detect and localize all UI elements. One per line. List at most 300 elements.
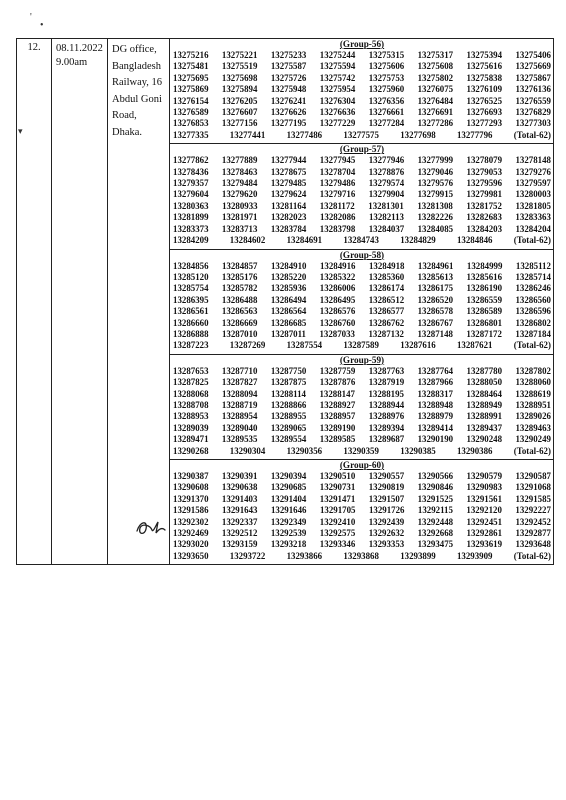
roll-number-row	[173, 318, 551, 329]
roll-number-list	[173, 471, 551, 562]
roll-number-row	[173, 189, 551, 200]
roll-number: 13287148	[417, 328, 453, 339]
roll-number-row	[173, 494, 551, 505]
roll-number: 13275948	[270, 84, 307, 95]
serial-cell	[17, 39, 52, 565]
roll-number: 13275394	[466, 50, 503, 60]
roll-number: 13286802	[515, 317, 551, 328]
roll-number: 13281752	[466, 200, 502, 211]
roll-number: 13287554	[286, 340, 323, 351]
roll-number: 13290391	[221, 471, 258, 481]
stray-mark-left: ▾	[18, 126, 23, 136]
roll-number: 13283784	[270, 223, 307, 234]
roll-number: 13279484	[221, 178, 258, 189]
roll-number: 13284203	[466, 223, 503, 234]
roll-number: 13284846	[456, 235, 493, 246]
roll-number: 13290638	[221, 482, 258, 493]
roll-number: 13292349	[270, 516, 307, 527]
roll-number: 13276241	[270, 95, 307, 106]
roll-number: 13278148	[515, 155, 551, 166]
roll-number: 13291561	[466, 493, 503, 504]
roll-number: 13286669	[221, 317, 258, 328]
roll-number: 13290249	[515, 434, 551, 445]
roll-number-row	[173, 107, 551, 118]
roll-number: 13275753	[368, 72, 405, 83]
roll-number: 13293353	[368, 539, 405, 550]
roll-number: 13285936	[270, 283, 307, 294]
roll-number: 13288050	[466, 377, 503, 388]
roll-number: 13293650	[173, 550, 209, 561]
roll-number: 13276829	[515, 107, 551, 118]
roll-number-row	[173, 235, 551, 246]
roll-number: 13291726	[368, 505, 405, 516]
roll-number: 13292861	[466, 528, 503, 539]
roll-number-row	[173, 400, 551, 411]
roll-number: 13276693	[466, 107, 503, 118]
date-cell	[52, 39, 108, 565]
roll-number: 13277862	[173, 155, 209, 166]
roll-number-row	[173, 155, 551, 166]
roll-number: 13279597	[515, 178, 551, 189]
roll-number: 13279620	[221, 189, 258, 200]
roll-number: 13287653	[173, 365, 209, 376]
roll-number: 13280003	[515, 189, 551, 200]
roll-number: 13277156	[221, 118, 258, 129]
roll-number: 13285322	[319, 271, 356, 282]
roll-number: 13288991	[466, 411, 503, 422]
roll-number: 13287875	[270, 377, 307, 388]
roll-number: 13284910	[270, 260, 307, 271]
roll-number: 13282023	[270, 212, 307, 223]
roll-number: 13288195	[368, 388, 404, 399]
roll-number: 13277999	[417, 155, 454, 166]
venue-line: Dhaka.	[112, 126, 143, 138]
roll-number: 13288944	[368, 399, 405, 410]
roll-number: 13293346	[319, 539, 356, 550]
roll-number-row	[173, 224, 551, 235]
roll-number: 13276304	[319, 95, 356, 106]
roll-number: 13278463	[221, 166, 258, 177]
roll-number: 13285112	[515, 260, 551, 271]
roll-number: 13292115	[417, 505, 453, 516]
roll-number: 13275481	[173, 61, 209, 72]
roll-number: 13279604	[173, 189, 209, 200]
roll-number: 13290579	[466, 471, 503, 481]
roll-number: 13277335	[173, 129, 209, 140]
roll-number: 13284085	[417, 223, 454, 234]
roll-number: 13284204	[515, 223, 551, 234]
roll-number: 13286559	[466, 294, 503, 305]
roll-number: 13291471	[319, 493, 356, 504]
roll-number: 13286174	[368, 283, 405, 294]
roll-number: 13290731	[319, 482, 356, 493]
roll-number: 13279981	[466, 189, 503, 200]
roll-number: 13279716	[319, 189, 356, 200]
roll-number: 13287011	[270, 328, 306, 339]
stray-dot-top: •	[40, 20, 44, 31]
roll-group	[170, 250, 553, 355]
roll-number: 13288979	[417, 411, 454, 422]
roll-number: 13290983	[466, 482, 503, 493]
roll-number: 13276136	[515, 84, 551, 95]
roll-number: 13280933	[222, 200, 258, 211]
roll-number: 13276691	[417, 107, 454, 118]
roll-number: 13289585	[319, 434, 356, 445]
roll-number: 13290190	[417, 434, 454, 445]
roll-number-row	[173, 130, 551, 141]
group-total: (Total-62)	[513, 235, 551, 246]
roll-number: 13276075	[417, 84, 454, 95]
roll-number: 13286495	[319, 294, 356, 305]
roll-number: 13287621	[456, 340, 493, 351]
roll-number: 13275742	[319, 72, 356, 83]
roll-number: 13292120	[466, 505, 502, 516]
roll-number: 13285613	[417, 271, 454, 282]
roll-number: 13286577	[368, 306, 405, 317]
roll-number: 13275406	[515, 50, 551, 60]
roll-number: 13275606	[368, 61, 405, 72]
roll-number: 13293899	[400, 550, 436, 561]
schedule-table	[16, 38, 554, 565]
roll-number: 13291586	[173, 505, 209, 516]
roll-number: 13286563	[221, 306, 258, 317]
venue-line: Bangladesh	[112, 60, 161, 72]
roll-groups-cell	[170, 39, 554, 565]
roll-number: 13288949	[466, 399, 503, 410]
roll-number: 13286888	[173, 328, 209, 339]
roll-number: 13284999	[466, 260, 503, 271]
roll-number: 13288060	[515, 377, 551, 388]
roll-number: 13281308	[417, 200, 453, 211]
roll-number: 13277796	[456, 129, 493, 140]
roll-number: 13288147	[319, 388, 355, 399]
roll-number: 13293722	[229, 550, 266, 561]
roll-number: 13276484	[417, 95, 454, 106]
roll-number: 13290359	[343, 445, 379, 456]
roll-number: 13291068	[515, 482, 551, 493]
roll-number: 13279053	[466, 166, 503, 177]
roll-number: 13284691	[286, 235, 323, 246]
roll-number: 13288955	[270, 411, 307, 422]
venue-line: Abdul Goni	[112, 93, 162, 105]
roll-number-row	[173, 283, 551, 294]
roll-number: 13281971	[221, 212, 258, 223]
roll-number: 13280363	[173, 200, 209, 211]
roll-number-row	[173, 505, 551, 516]
roll-number: 13276559	[515, 95, 551, 106]
roll-number: 13275726	[270, 72, 307, 83]
serial-number: 12.	[27, 42, 41, 53]
roll-number: 13275244	[319, 50, 356, 60]
roll-number: 13290386	[456, 445, 493, 456]
handwritten-signature	[134, 516, 168, 538]
roll-number: 13291646	[270, 505, 307, 516]
roll-number-list	[173, 155, 551, 246]
roll-number: 13279915	[417, 189, 454, 200]
roll-number: 13287172	[466, 328, 502, 339]
roll-number: 13286512	[368, 294, 405, 305]
roll-number: 13286760	[319, 317, 356, 328]
roll-number: 13276154	[173, 95, 209, 106]
roll-number: 13278675	[270, 166, 307, 177]
roll-number: 13277486	[286, 129, 323, 140]
group-total: (Total-62)	[513, 340, 551, 351]
roll-number: 13276356	[368, 95, 405, 106]
roll-number: 13292512	[221, 528, 258, 539]
group-title: (Group-59)	[339, 354, 385, 365]
roll-number: 13283798	[319, 223, 356, 234]
roll-number: 13277945	[319, 155, 356, 166]
roll-number-row	[173, 295, 551, 306]
roll-number: 13286578	[417, 306, 454, 317]
roll-number: 13289394	[368, 422, 405, 433]
roll-number: 13283363	[515, 212, 551, 223]
roll-number: 13289437	[466, 422, 503, 433]
roll-number: 13284209	[173, 235, 209, 246]
roll-number: 13277698	[400, 129, 436, 140]
roll-number: 13290819	[368, 482, 405, 493]
roll-number: 13287919	[368, 377, 405, 388]
roll-number: 13277946	[368, 155, 405, 166]
group-total: (Total-62)	[513, 129, 551, 140]
roll-number: 13288951	[515, 399, 551, 410]
roll-number: 13290304	[229, 445, 266, 456]
roll-number: 13286564	[270, 306, 307, 317]
roll-number: 13287802	[515, 365, 551, 376]
roll-number: 13286560	[515, 294, 551, 305]
roll-number-row	[173, 411, 551, 422]
roll-number: 13286660	[173, 317, 209, 328]
roll-number: 13287750	[270, 365, 307, 376]
roll-number: 13275216	[173, 50, 209, 60]
roll-number: 13281164	[271, 200, 307, 211]
roll-number: 13293648	[515, 539, 551, 550]
roll-number: 13287759	[319, 365, 356, 376]
roll-number: 13292575	[319, 528, 356, 539]
roll-number: 13293020	[173, 539, 209, 550]
roll-number: 13286395	[173, 294, 209, 305]
roll-number: 13277889	[221, 155, 258, 166]
roll-number: 13279485	[270, 178, 307, 189]
roll-number: 13293868	[343, 550, 379, 561]
roll-number: 13287764	[417, 365, 454, 376]
roll-number: 13285616	[466, 271, 503, 282]
roll-number: 13292668	[417, 528, 454, 539]
roll-number: 13275233	[270, 50, 307, 60]
roll-number: 13275594	[319, 61, 356, 72]
roll-number: 13276205	[221, 95, 258, 106]
roll-number: 13279046	[417, 166, 454, 177]
venue-cell	[108, 39, 170, 565]
roll-number: 13279357	[173, 178, 209, 189]
roll-number: 13275867	[515, 72, 551, 83]
roll-number: 13275587	[270, 61, 307, 72]
roll-number-row	[173, 517, 551, 528]
roll-number-row	[173, 434, 551, 445]
roll-number-row	[173, 551, 551, 562]
roll-number: 13285360	[368, 271, 405, 282]
roll-number: 13286596	[515, 306, 551, 317]
roll-number: 13284602	[229, 235, 266, 246]
roll-number: 13276661	[368, 107, 405, 118]
roll-number: 13290557	[368, 471, 405, 481]
roll-number: 13287710	[221, 365, 258, 376]
roll-number: 13284961	[417, 260, 454, 271]
roll-number: 13287184	[515, 328, 551, 339]
roll-number-row	[173, 261, 551, 272]
roll-number: 13292451	[466, 516, 503, 527]
roll-number: 13290685	[270, 482, 307, 493]
roll-number: 13279904	[368, 189, 405, 200]
roll-number: 13275838	[466, 72, 503, 83]
roll-number: 13289535	[221, 434, 258, 445]
roll-number-list	[173, 261, 551, 352]
roll-number-row	[173, 201, 551, 212]
roll-number-row	[173, 118, 551, 129]
roll-number-list	[173, 366, 551, 457]
roll-number: 13293619	[466, 539, 503, 550]
roll-number-row	[173, 482, 551, 493]
stray-mark-top: '	[30, 12, 32, 23]
roll-group	[170, 39, 553, 144]
roll-number: 13287616	[400, 340, 436, 351]
roll-number-row	[173, 329, 551, 340]
roll-number: 13291643	[221, 505, 258, 516]
roll-number: 13288317	[417, 388, 453, 399]
roll-number: 13277284	[368, 118, 405, 129]
roll-number: 13288114	[270, 388, 306, 399]
roll-number: 13288927	[319, 399, 356, 410]
roll-number: 13282113	[368, 212, 404, 223]
roll-number: 13288957	[319, 411, 356, 422]
roll-number: 13288708	[173, 399, 209, 410]
roll-number: 13275608	[417, 61, 454, 72]
roll-number: 13281899	[173, 212, 209, 223]
roll-number: 13278079	[466, 155, 503, 166]
group-total: (Total-62)	[513, 550, 551, 561]
roll-number: 13286576	[319, 306, 356, 317]
roll-number: 13281172	[319, 200, 355, 211]
group-total: (Total-62)	[513, 445, 551, 456]
roll-number: 13279624	[270, 189, 307, 200]
roll-number: 13288094	[221, 388, 258, 399]
roll-number: 13282226	[417, 212, 453, 223]
roll-number: 13275669	[515, 61, 551, 72]
roll-number: 13277303	[515, 118, 551, 129]
roll-number-row	[173, 96, 551, 107]
roll-number: 13286246	[515, 283, 551, 294]
roll-number: 13289463	[515, 422, 551, 433]
group-title: (Group-60)	[339, 460, 385, 470]
roll-number: 13275315	[368, 50, 405, 60]
roll-number: 13275698	[221, 72, 258, 83]
roll-number: 13291525	[417, 493, 454, 504]
roll-number: 13288619	[515, 388, 551, 399]
roll-number: 13293909	[456, 550, 493, 561]
roll-number: 13293159	[221, 539, 258, 550]
roll-number: 13291404	[270, 493, 307, 504]
roll-number: 13275519	[221, 61, 258, 72]
roll-number: 13287132	[368, 328, 404, 339]
roll-number: 13286190	[466, 283, 503, 294]
roll-number: 13284918	[368, 260, 405, 271]
roll-number: 13289190	[319, 422, 356, 433]
roll-number: 13290566	[417, 471, 454, 481]
roll-number: 13286006	[319, 283, 356, 294]
roll-number: 13292439	[368, 516, 405, 527]
roll-number: 13290248	[466, 434, 503, 445]
roll-number: 13279574	[368, 178, 405, 189]
roll-number: 13291403	[221, 493, 258, 504]
roll-number: 13287780	[466, 365, 503, 376]
roll-number: 13276525	[466, 95, 503, 106]
exam-time: 9.00am	[56, 57, 88, 68]
roll-number: 13284743	[343, 235, 379, 246]
roll-number: 13291507	[368, 493, 405, 504]
roll-number: 13277229	[319, 118, 356, 129]
roll-number-row	[173, 366, 551, 377]
roll-number: 13277293	[466, 118, 503, 129]
roll-number: 13284037	[368, 223, 405, 234]
roll-number: 13286589	[466, 306, 503, 317]
roll-number-row	[173, 50, 551, 61]
roll-number: 13279576	[417, 178, 454, 189]
group-title: (Group-58)	[339, 249, 385, 260]
roll-number: 13286520	[417, 294, 454, 305]
roll-number: 13281301	[368, 200, 404, 211]
roll-number: 13288866	[270, 399, 307, 410]
roll-number: 13287763	[368, 365, 405, 376]
roll-number: 13289414	[417, 422, 454, 433]
roll-number: 13287827	[221, 377, 258, 388]
roll-number: 13275317	[417, 50, 454, 60]
roll-number: 13292227	[515, 505, 551, 516]
roll-number: 13284856	[173, 260, 209, 271]
roll-number: 13278436	[173, 166, 209, 177]
roll-number: 13276626	[270, 107, 307, 118]
roll-number-row	[173, 212, 551, 223]
roll-number: 13292539	[270, 528, 307, 539]
roll-number: 13291705	[319, 505, 356, 516]
roll-number: 13279596	[466, 178, 503, 189]
roll-number: 13286488	[221, 294, 258, 305]
roll-number-row	[173, 340, 551, 351]
roll-number: 13292877	[515, 528, 551, 539]
roll-number-list	[173, 50, 551, 141]
roll-number-row	[173, 471, 551, 482]
roll-number: 13286494	[270, 294, 307, 305]
roll-number: 13276589	[173, 107, 209, 118]
roll-number: 13290846	[417, 482, 454, 493]
roll-number: 13275802	[417, 72, 454, 83]
roll-number: 13285176	[221, 271, 258, 282]
roll-number: 13291370	[173, 493, 209, 504]
roll-number: 13287269	[229, 340, 266, 351]
roll-number: 13275869	[173, 84, 209, 95]
roll-number: 13288948	[417, 399, 454, 410]
roll-number: 13278876	[368, 166, 405, 177]
roll-number: 13276607	[221, 107, 258, 118]
roll-number: 13290510	[319, 471, 356, 481]
roll-number: 13292337	[221, 516, 258, 527]
roll-number: 13286561	[173, 306, 209, 317]
schedule-row	[17, 39, 554, 565]
roll-number-row	[173, 73, 551, 84]
roll-number: 13286685	[270, 317, 307, 328]
roll-number: 13276109	[466, 84, 503, 95]
roll-number: 13275960	[368, 84, 405, 95]
roll-number: 13288464	[466, 388, 502, 399]
